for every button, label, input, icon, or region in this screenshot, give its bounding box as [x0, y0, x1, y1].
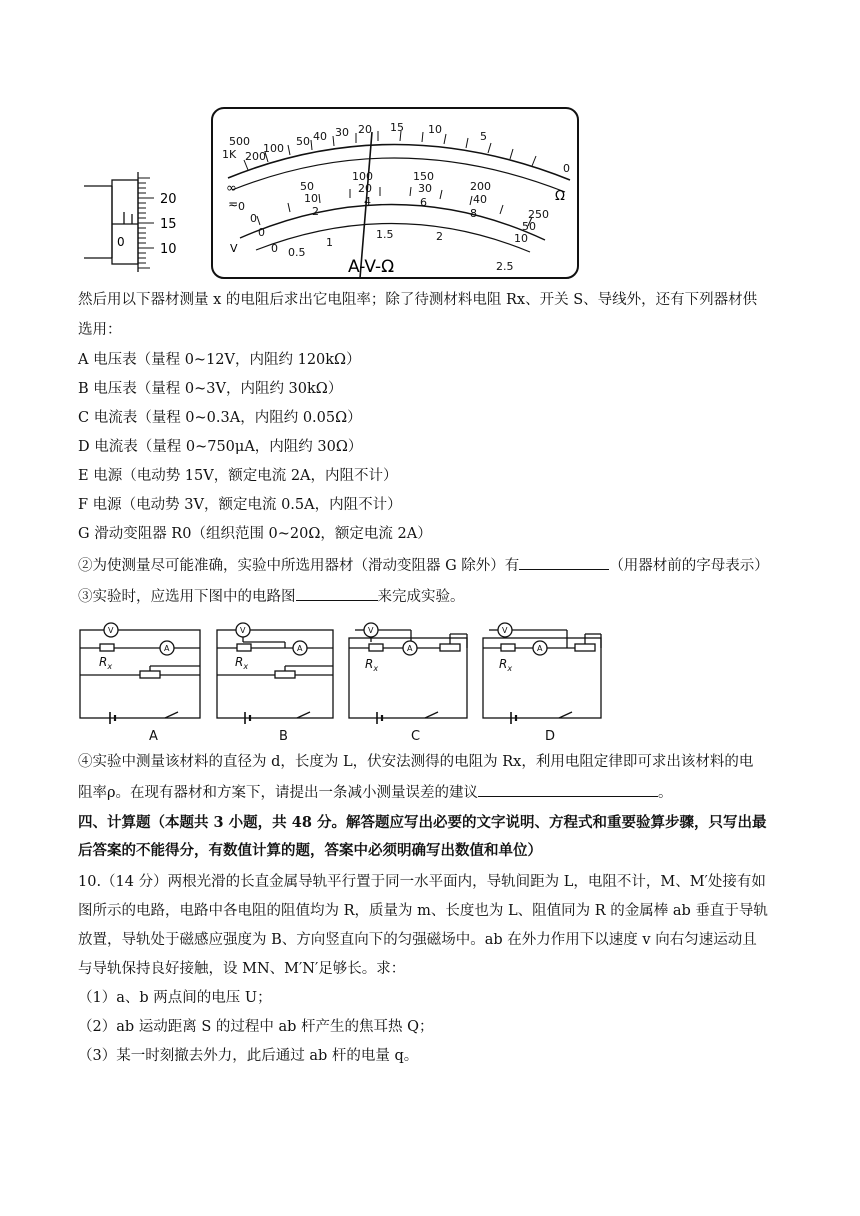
question-3-text: ③实验时，应选用下图中的电路图 [78, 589, 296, 605]
dc1-label-250: 250 [528, 208, 549, 221]
section-4-heading-line1: 四、计算题（本题共 3 小题，共 48 分。解答题应写出必要的文字说明、方程式和重要验算步骤，只写出最 [78, 814, 767, 831]
ammeter-symbol-c: A [407, 644, 413, 653]
ac-label-1: 1 [326, 236, 333, 249]
question-4-line2 [78, 782, 673, 803]
ohm-label-0: 0 [563, 162, 570, 175]
problem-10-sub1: （1）a、b 两点间的电压 U； [78, 990, 272, 1006]
rx-label-d: $R_x$ [499, 657, 513, 673]
item-b: B 电压表（量程 0~3V，内阻约 30kΩ） [78, 381, 343, 397]
ammeter-symbol-d: A [537, 644, 543, 653]
dc1-label-50: 50 [300, 180, 314, 193]
ac-label-0: 0 [271, 242, 278, 255]
dc1-label-150: 150 [413, 170, 434, 183]
question-4-text: 阻率ρ。在现有器材和方案下，请提出一条减小测量误差的建议 [78, 785, 479, 801]
dc1-label-100: 100 [352, 170, 373, 183]
ac-label-2: 2 [436, 230, 443, 243]
circuit-label-a: A [149, 729, 158, 744]
dc2-label-40: 40 [473, 193, 487, 206]
micrometer-label-20: 20 [160, 192, 177, 207]
ohm-label-40: 40 [313, 130, 327, 143]
rx-label-c: $R_x$ [365, 657, 379, 673]
circuit-d [483, 623, 601, 724]
infinity-symbol: ∞ [226, 181, 237, 196]
micrometer-label-10: 10 [160, 242, 177, 257]
ohm-label-5: 5 [480, 130, 487, 143]
answer-blank-2[interactable] [519, 555, 609, 570]
para-intro-line2: 选用： [78, 322, 122, 338]
circuit-diagrams [75, 620, 635, 745]
problem-10-line3: 放置，导轨处于磁感应强度为 B、方向竖直向下的匀强磁场中。ab 在外力作用下以速度 v 向右匀速运动且 [78, 932, 757, 948]
problem-10-sub2: （2）ab 运动距离 S 的过程中 ab 杆产生的焦耳热 Q； [78, 1019, 434, 1035]
voltmeter-symbol-a: V [108, 626, 114, 635]
ohm-label-200: 200 [245, 150, 266, 163]
ac-label-0-5: 0.5 [288, 246, 306, 259]
item-e: E 电源（电动势 15V，额定电流 2A，内阻不计） [78, 468, 398, 484]
problem-10-line4: 与导轨保持良好接触，设 MN、M′N′足够长。求： [78, 961, 406, 977]
ammeter-symbol-b: A [297, 644, 303, 653]
dc2-label-10: 10 [304, 192, 318, 205]
dc3-label-4: 4 [364, 195, 371, 208]
ohm-scale-labels [222, 121, 570, 175]
circuit-label-b: B [279, 729, 288, 744]
ohm-label-10: 10 [428, 123, 442, 136]
ohm-label-15: 15 [390, 121, 404, 134]
dc3-label-0: 0 [258, 226, 265, 239]
para-intro-line1: 然后用以下器材测量 x 的电阻后求出它电阻率；除了待测材料电阻 Rx、开关 S、导线外，还有下列器材供 [78, 292, 758, 308]
ohm-label-30: 30 [335, 126, 349, 139]
question-2 [78, 555, 769, 576]
question-3-tail: 来完成实验。 [377, 589, 465, 605]
section-4-heading-line2: 后答案的不能得分，有数值计算的题，答案中必须明确写出数值和单位） [78, 842, 542, 859]
rx-label-a: $R_x$ [99, 655, 113, 671]
dc2-label-20: 20 [358, 182, 372, 195]
circuit-label-c: C [411, 729, 421, 744]
question-2-tail: （用器材前的字母表示） [609, 558, 769, 574]
question-2-text: ②为使测量尽可能准确，实验中所选用器材（滑动变阻器 G 除外）有 [78, 558, 520, 574]
ohm-label-50: 50 [296, 135, 310, 148]
dc-symbol: ≂ [228, 197, 239, 211]
problem-10-sub3: （3）某一时刻撤去外力，此后通过 ab 杆的电量 q。 [78, 1048, 419, 1064]
problem-10-line1: 10.（14 分）两根光滑的长直金属导轨平行置于同一水平面内，导轨间距为 L，电阻不计，M、M′处接有如 [78, 874, 766, 890]
answer-blank-4[interactable] [478, 782, 658, 797]
micrometer-label-15: 15 [160, 217, 177, 232]
multimeter-label: A-V-Ω [348, 257, 395, 277]
item-a: A 电压表（量程 0~12V，内阻约 120kΩ） [78, 352, 361, 368]
ohm-unit-symbol: Ω [555, 189, 565, 204]
problem-10-line2: 图所示的电路，电路中各电阻的阻值均为 R，质量为 m、长度也为 L、阻值同为 R 的金属棒 ab 垂直于导轨 [78, 903, 768, 919]
item-d: D 电流表（量程 0~750μA，内阻约 30Ω） [78, 439, 363, 455]
dc2-label-0: 0 [250, 212, 257, 225]
ac-label-2-5: 2.5 [496, 260, 514, 273]
question-4-tail: 。 [658, 785, 673, 801]
ac-label-1-5: 1.5 [376, 228, 394, 241]
figure-instruments [0, 0, 860, 290]
circuit-a [80, 623, 200, 724]
voltmeter-symbol-d: V [502, 626, 508, 635]
micrometer-figure [84, 172, 154, 272]
ammeter-symbol-a: A [164, 644, 170, 653]
dc3-label-8: 8 [470, 207, 477, 220]
question-4-line1: ④实验中测量该材料的直径为 d，长度为 L，伏安法测得的电阻为 Rx，利用电阻定律即可求出该材料的电 [78, 754, 754, 770]
dc1-label-0: 0 [238, 200, 245, 213]
voltmeter-symbol-c: V [368, 626, 374, 635]
voltmeter-symbol-b: V [240, 626, 246, 635]
ac-symbol: V [230, 242, 238, 255]
ohm-label-1k: 1K [222, 148, 237, 161]
dc2-label-30: 30 [418, 182, 432, 195]
dc3-label-2: 2 [312, 205, 319, 218]
circuit-b [217, 623, 333, 724]
question-3 [78, 586, 465, 607]
dc2-label-50: 50 [522, 220, 536, 233]
circuit-label-d: D [545, 729, 556, 744]
answer-blank-3[interactable] [296, 586, 378, 601]
ohm-label-500: 500 [229, 135, 250, 148]
dc3-label-6: 6 [420, 196, 427, 209]
rx-label-b: $R_x$ [235, 655, 249, 671]
item-g: G 滑动变阻器 R0（组织范围 0~20Ω，额定电流 2A） [78, 526, 432, 542]
ohm-label-20: 20 [358, 123, 372, 136]
circuit-c [349, 623, 467, 724]
item-c: C 电流表（量程 0~0.3A，内阻约 0.05Ω） [78, 410, 362, 426]
dc1-label-200: 200 [470, 180, 491, 193]
micrometer-label-0: 0 [117, 235, 125, 249]
dc3-label-10: 10 [514, 232, 528, 245]
ohm-label-100: 100 [263, 142, 284, 155]
item-f: F 电源（电动势 3V，额定电流 0.5A，内阻不计） [78, 497, 402, 513]
